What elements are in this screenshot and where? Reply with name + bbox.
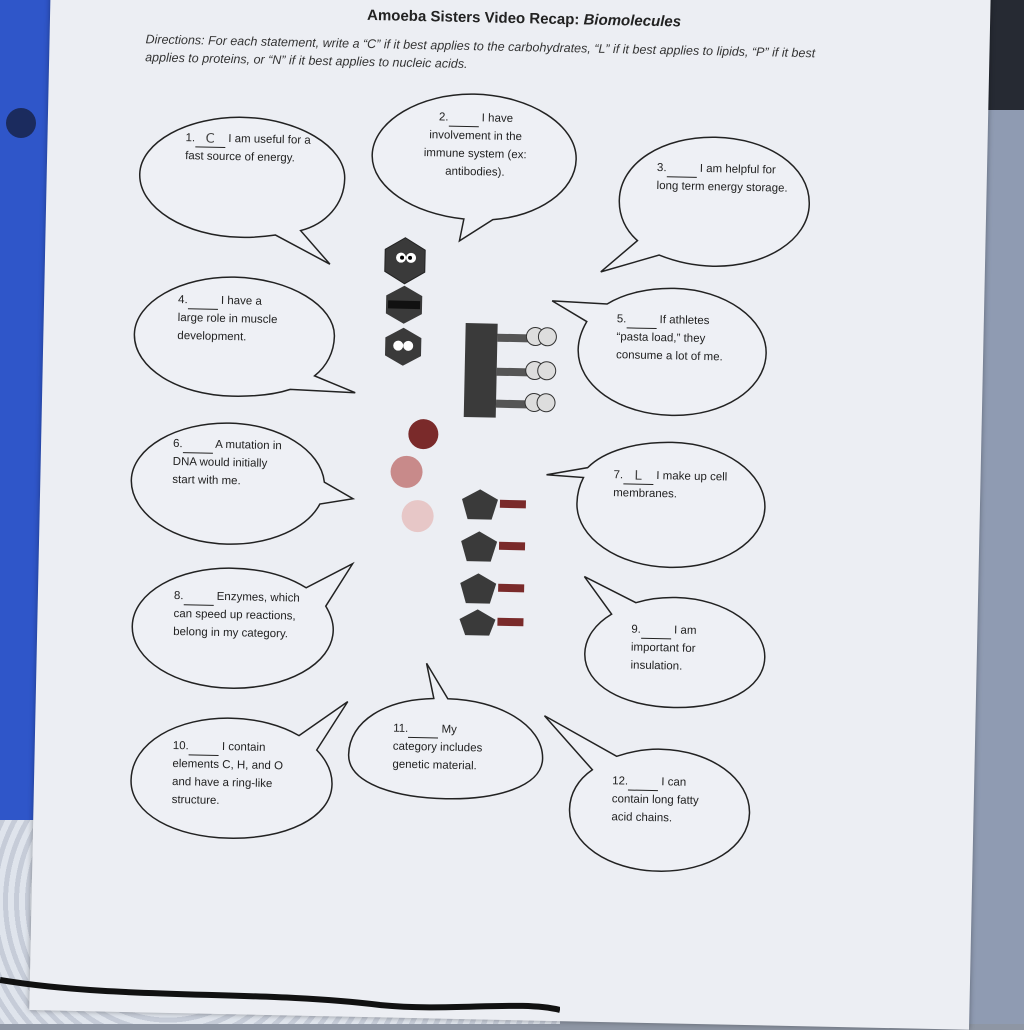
answer-blank-11[interactable]: [408, 723, 438, 739]
amino-acid-chain: [455, 487, 538, 644]
answer-blank-10[interactable]: [189, 740, 219, 756]
binder-hole: [6, 108, 36, 138]
directions-text: Directions: For each statement, write a “C” if it best applies to the carbohydrates, “L” if it best applies to lipids, “P” if it best applies to proteins, or “N” if it best applies to nucleic acids.: [145, 32, 816, 72]
answer-blank-7[interactable]: L: [623, 469, 653, 485]
answer-blank-4[interactable]: [188, 294, 218, 310]
answer-blank-9[interactable]: [641, 624, 671, 640]
worksheet-paper: Amoeba Sisters Video Recap: Biomolecules Directions: For each statement, write a “C” if it best applies to the carbohydrates, “L” if it best applies to lipids, “P” if it best applies to proteins, or “N” if it best applies to nucleic acids. 1. C I am useful for a fast source of energy. 2. I have involvement in the immune system (ex: antibodies). 3. I am helpful for long term energy storage. 4. I have a large role in muscle development. 5. If athletes “pasta load,” they consume a lot of me. 6. A mutation in DNA would initially start with me. 7. L I make up cell membranes. 8. Enzymes, which can speed up reactions, belong in my category. 9. I am important for insulation. 10. I contain elements C, H, and O and have a ring-like structure. 11. My category includes genetic material. 12. I can contain long fatty acid chains.: [29, 0, 991, 1030]
answer-blank-3[interactable]: [666, 162, 696, 178]
answer-blank-8[interactable]: [183, 590, 213, 606]
nucleotide-molecule: [383, 417, 446, 543]
lipid-molecule: [462, 319, 564, 426]
cable: [0, 960, 560, 1020]
answer-blank-12[interactable]: [628, 776, 658, 792]
carbohydrate-molecule: [373, 235, 436, 371]
answer-blank-1[interactable]: C: [195, 132, 225, 148]
answer-blank-5[interactable]: [626, 313, 656, 329]
answer-blank-6[interactable]: [183, 438, 213, 454]
worksheet-title: Amoeba Sisters Video Recap: Biomolecules: [366, 6, 682, 31]
answer-blank-2[interactable]: [448, 112, 478, 128]
